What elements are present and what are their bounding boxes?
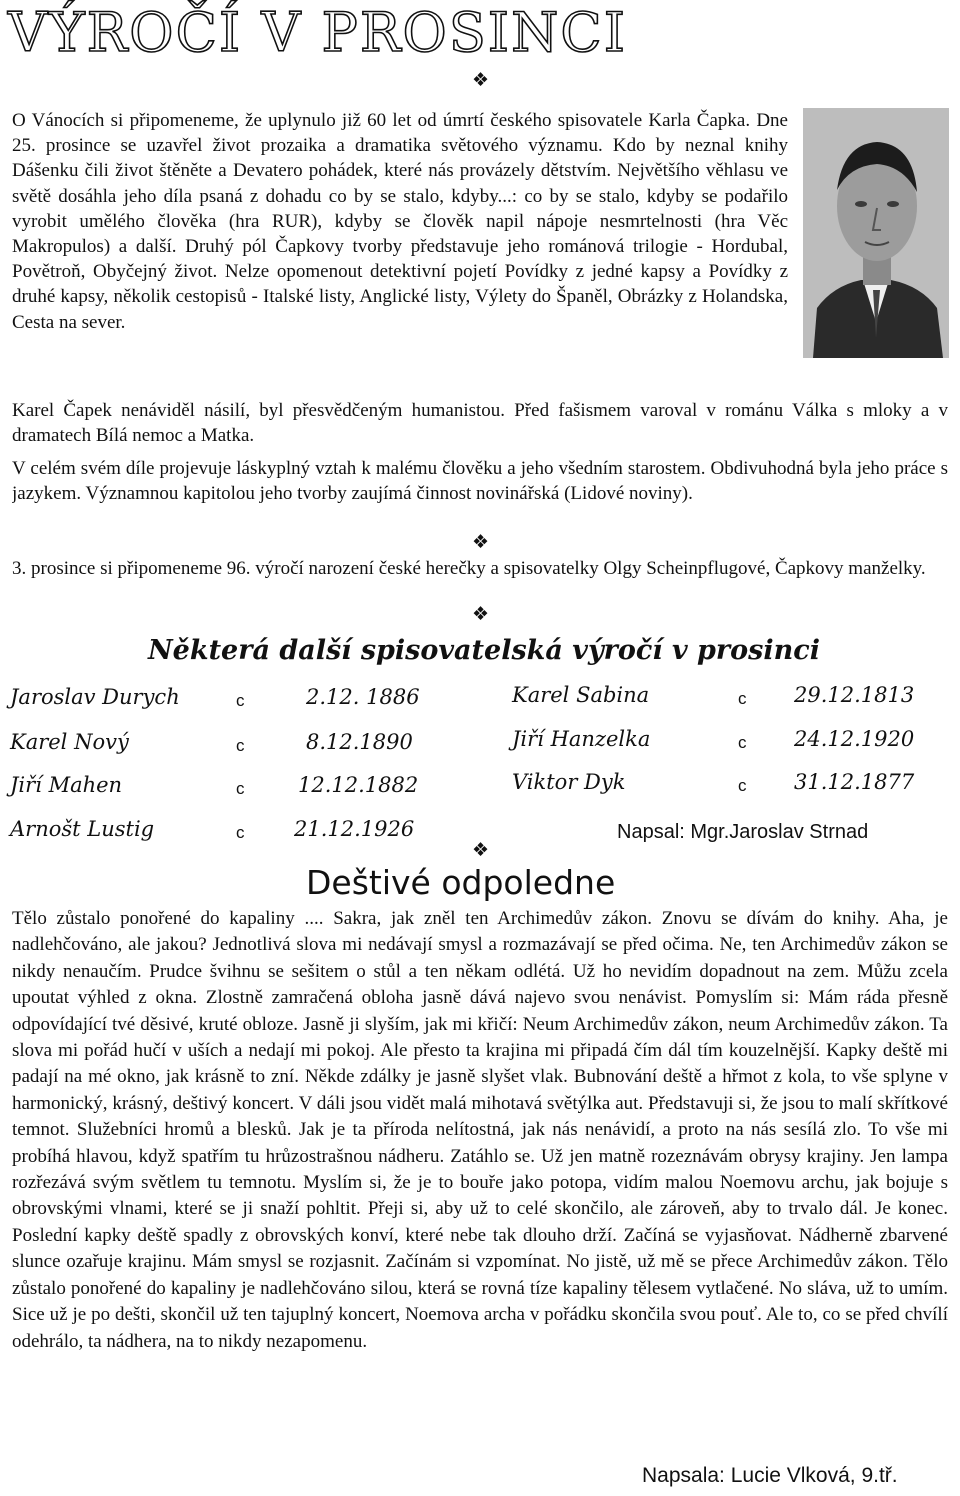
anniversary-row [10, 816, 470, 846]
anniversary-name: Karel Nový [10, 730, 129, 754]
anniversary-row [512, 769, 952, 799]
story-title: Deštivé odpoledne [306, 863, 616, 902]
capek-paragraph-1: O Vánocích si připomeneme, že uplynulo již 60 let od úmrtí českého spisovatele Karla Čapka. Dne 25. prosince se uzavřel život prozaika a dramatika světového významu. Kdo by neznal knihy Dášenku čili život štěněte a Devatero pohádek, které nás provázely dětstvím. Největšího věhlasu ve světě dosáhla jeho díla psaná z dohadu co by se stalo, kdyby...: co by se stalo, kdyby se podařilo vyrobit umělého člověka (hra RUR), kdyby se člověk napil nápoje nesmrtelnosti (hra Věc Makropulos) a další. Druhý pól Čapkovy tvorby představuje jeho románová trilogie - Hordubal, Povětroň, Obyčejný život. Nelze opomenout detektivní pojetí Povídky z jedné kapsy a Povídky z druhé kapsy, několik cestopisů - Italské listy, Anglické listy, Výlety do Španěl, Obrázky z Holandska, Cesta na sever. [12, 110, 788, 333]
capek-paragraph-3: V celém svém díle projevuje láskyplný vztah k malému člověku a jeho všedním starostem. Obdivuhodná byla jeho práce s jazykem. Významnou kapitolou jeho tvorby zaujímá činnost novinářská (Lidové noviny). [12, 458, 948, 505]
anniversary-name: Jiří Mahen [10, 773, 123, 797]
anniversary-marker: c [738, 733, 747, 752]
anniversaries-heading: Některá další spisovatelská výročí v prosinci [148, 635, 820, 666]
anniversary-row [512, 726, 952, 756]
anniversary-date: 24.12.1920 [794, 727, 915, 751]
story-text: Tělo zůstalo ponořené do kapaliny .... Sakra, jak zněl ten Archimedův zákon. Znovu se dívám do knihy. Aha, je nadlehčováno, ale jakou? Jednotlivá slova mi nedávají smysl a rozmazávají se před očima. Ne, ten Archimedův zákon se nikdy nenaučím. Prudce švihnu se sešitem o stůl a ten někam odlétá. Už ho nevidím dopadnout na zem. Můžu zcela upoutat výhled z okna. Zlostně zamračená obloha jasně dává najevo svou nenávist. Pomyslím si: Mám ráda přesně odpovídající tvé děsivé, kruté obloze. Jasně ji slyším, jak mi křičí: Neum Archimedův zákon, neum Archimedův zákon. Ta slova mi pořád hučí v uších a nedají mi pokoj. Ale přesto ta krajina mi připadá čím dál tím kouzelnější. Kapky deště mi padají na mé okno, jak krásně to zní. Někde zdálky je jasně slyšet vlak. Bubnování deště a hřmot z kola, to vše splyne v harmonický, krásný, deštivý koncert. V dáli jsou vidět malá mihotavá světýlka aut. Představuji si, že jsou to malí skřítkové temnot. Služebníci hromů a blesků. Jak je ta příroda nelítostná, jak nás nenávidí, a proto na nás sesílá zlo. To vše mi probíhá hlavou, když spatřím tu hrůzostrašnou nádheru. Zatáhlo se. Už jen matně rozeznávám obrysy krajiny. Jen lampa rozřezává svým světlem tu temnotu. Myslím si, že je to bouře jako potopa, vidím malou Noemovu archu, jak bojuje s obrovskými vlnami, které se ji snaží pohltit. Přeji si, aby už to celé skončilo, ale zároveň, aby to trvalo dál. Je konec. Poslední kapky deště spadly z obrovských konví, které nebe tak dlouho drží. Začíná se vyjasňovat. Nádherně zbarvené slunce ozařuje krajinu. Mám smysl se rozjasnit. Začínám si vzpomínat. No jistě, už mě se přece Archimedův zákon. Tělo zůstalo ponořené do kapaliny je nadlehčováno silou, která se rovná tíze kapaliny tělesem vytlačené. No slávа, už to umím. Sice už je po dešti, skončil už ten tajuplný koncert, Noemova archa v pořádku skončila svou pouť. Ale to, co se před chvílí odehrálo, ta nádhera, na to nikdy nezapomenu. [12, 908, 948, 1352]
anniversary-name: Viktor Dyk [512, 770, 626, 794]
anniversary-marker: c [236, 823, 245, 842]
anniversary-date: 29.12.1813 [794, 683, 915, 707]
anniversary-row [10, 772, 470, 802]
ornament-divider: ❖ [472, 839, 490, 861]
story-signature: Napsala: Lucie Vlková, 9.tř. [642, 1464, 898, 1487]
ornament-divider: ❖ [472, 531, 490, 553]
anniversary-name: Karel Sabina [512, 683, 650, 707]
ornament-divider: ❖ [472, 69, 490, 91]
anniversary-marker: c [738, 689, 747, 708]
anniversary-date: 2.12. 1886 [306, 685, 420, 709]
capek-paragraph-2: Karel Čapek nenáviděl násilí, byl přesvědčeným humanistou. Před fašismem varoval v románu Válka s mloky a v dramatech Bílá nemoc a Matka. [12, 400, 948, 447]
anniversary-date: 31.12.1877 [794, 770, 915, 794]
anniversary-row [512, 682, 952, 712]
author-signature: Napsal: Mgr.Jaroslav Strnad [617, 821, 869, 843]
anniversary-row [10, 684, 470, 714]
anniversary-marker: c [738, 776, 747, 795]
anniversary-name: Jaroslav Durych [10, 685, 180, 709]
anniversary-date: 8.12.1890 [306, 730, 413, 754]
ornament-divider: ❖ [472, 603, 490, 625]
anniversary-date: 12.12.1882 [298, 773, 419, 797]
anniversary-name: Arnošt Lustig [10, 817, 155, 841]
anniversary-row [10, 729, 470, 759]
page-title: VÝROČÍ V PROSINCI [8, 1, 628, 64]
author-photo [803, 108, 949, 358]
anniversary-marker: c [236, 691, 245, 710]
anniversary-name: Jiří Hanzelka [512, 727, 651, 751]
scheinpflugova-paragraph: 3. prosince si připomeneme 96. výročí narození české herečky a spisovatelky Olgy Scheinpflugové, Čapkovy manželky. [12, 558, 926, 579]
anniversary-marker: c [236, 736, 245, 755]
portrait-image [803, 108, 949, 358]
anniversary-date: 21.12.1926 [294, 817, 415, 841]
anniversary-marker: c [236, 779, 245, 798]
